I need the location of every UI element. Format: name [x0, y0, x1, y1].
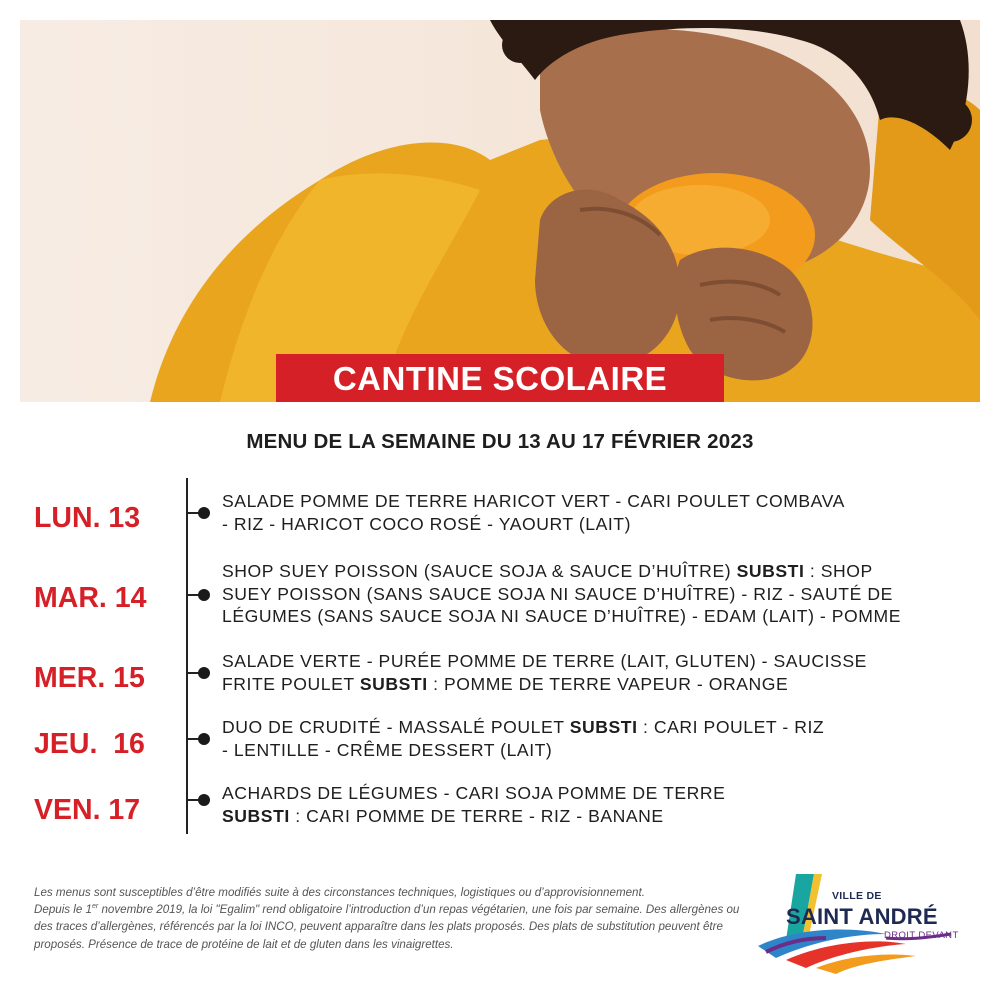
menu-item-text: DUO DE CRUDITÉ - MASSALÉ POULET: [222, 717, 570, 737]
menu-line: [222, 650, 972, 673]
menu-line: [222, 716, 972, 739]
day-menu-text: [222, 490, 972, 535]
day-menu-text: [222, 560, 972, 628]
menu-item-text: SALADE VERTE - PURÉE POMME DE TERRE (LAIT, GLUTEN) - SAUCISSE: [222, 651, 867, 671]
substitution-label: SUBSTI: [222, 805, 290, 826]
cantine-scolaire-banner: CANTINE SCOLAIRE: [276, 354, 724, 402]
menu-item-text: : SHOP: [804, 561, 873, 581]
logo-name-text: SAINT ANDRÉ: [786, 904, 938, 929]
menu-line: [222, 739, 972, 762]
menu-item-text: ACHARDS DE LÉGUMES - CARI SOJA POMME DE TERRE: [222, 783, 726, 803]
day-label: MAR. 14: [34, 582, 147, 614]
substitution-label: SUBSTI: [736, 561, 805, 581]
menu-line: [222, 513, 972, 536]
disclaimer-line-2-start: Depuis le 1: [34, 903, 93, 917]
disclaimer-line-2-rest: novembre 2019, la loi "Egalim" rend obligatoire l’introduction d’un repas végétarien, une fois par semaine. Des allergènes ou des traces d’allergènes, référencés par la loi INCO, peuvent apparaître dans les plats proposés. Des plats de substitution peuvent être proposés. Présence de trace de protéine de lait et de gluten dans les vinaigrettes.: [34, 903, 740, 951]
menu-line: [222, 805, 972, 828]
day-label: VEN. 17: [34, 794, 141, 826]
menu-line: [222, 605, 972, 628]
menu-item-text: : CARI POULET - RIZ: [637, 717, 825, 737]
day-menu-text: [222, 716, 972, 761]
timeline-dot: [198, 589, 210, 601]
child-eating-orange-illustration: [20, 20, 980, 402]
menu-item-text: LÉGUMES (SANS SAUCE SOJA NI SAUCE D’HUÎTRE) - EDAM (LAIT) - POMME: [222, 606, 901, 626]
menu-item-text: FRITE POULET: [222, 673, 360, 694]
menu-line: [222, 490, 972, 513]
disclaimer-line-1: Les menus sont susceptibles d’être modifiés suite à des circonstances techniques, logistiques ou d’approvisionnement.: [34, 886, 645, 899]
disclaimer-text: [34, 884, 746, 953]
substitution-label: SUBSTI: [569, 717, 638, 737]
menu-item-text: SUEY POISSON (SANS SAUCE SOJA NI SAUCE D’HUÎTRE) - RIZ - SAUTÉ DE: [222, 583, 893, 604]
logo-tagline: DROIT DEVANT: [884, 930, 959, 941]
menu-item-text: SHOP SUEY POISSON (SAUCE SOJA & SAUCE D’HUÎTRE): [222, 561, 737, 581]
saint-andre-logo: [756, 868, 968, 978]
day-menu-text: [222, 782, 972, 827]
menu-line: [222, 782, 972, 805]
menu-item-text: : CARI POMME DE TERRE - RIZ - BANANE: [289, 805, 664, 826]
menu-line: [222, 583, 972, 606]
menu-line: [222, 673, 972, 696]
disclaimer-superscript: er: [92, 903, 99, 911]
day-menu-text: [222, 650, 972, 695]
timeline-line: [186, 478, 188, 834]
hero-photo: [20, 20, 980, 402]
menu-item-text: - RIZ - HARICOT COCO ROSÉ - YAOURT (LAIT): [222, 513, 631, 534]
menu-line: [222, 560, 972, 583]
timeline-dot: [198, 667, 210, 679]
menu-item-text: : POMME DE TERRE VAPEUR - ORANGE: [427, 673, 789, 694]
logo-ville-text: VILLE DE: [832, 890, 882, 902]
day-label: LUN. 13: [34, 502, 141, 534]
menu-item-text: SALADE POMME DE TERRE HARICOT VERT - CARI POULET COMBAVA: [222, 491, 845, 511]
day-label: MER. 15: [34, 662, 145, 694]
day-label: JEU. 16: [34, 728, 145, 760]
timeline-dot: [198, 733, 210, 745]
timeline-dot: [198, 507, 210, 519]
menu-item-text: - LENTILLE - CRÊME DESSERT (LAIT): [222, 739, 553, 760]
timeline-dot: [198, 794, 210, 806]
substitution-label: SUBSTI: [359, 673, 428, 694]
menu-week-title: MENU DE LA SEMAINE DU 13 AU 17 FÉVRIER 2023: [246, 430, 754, 453]
